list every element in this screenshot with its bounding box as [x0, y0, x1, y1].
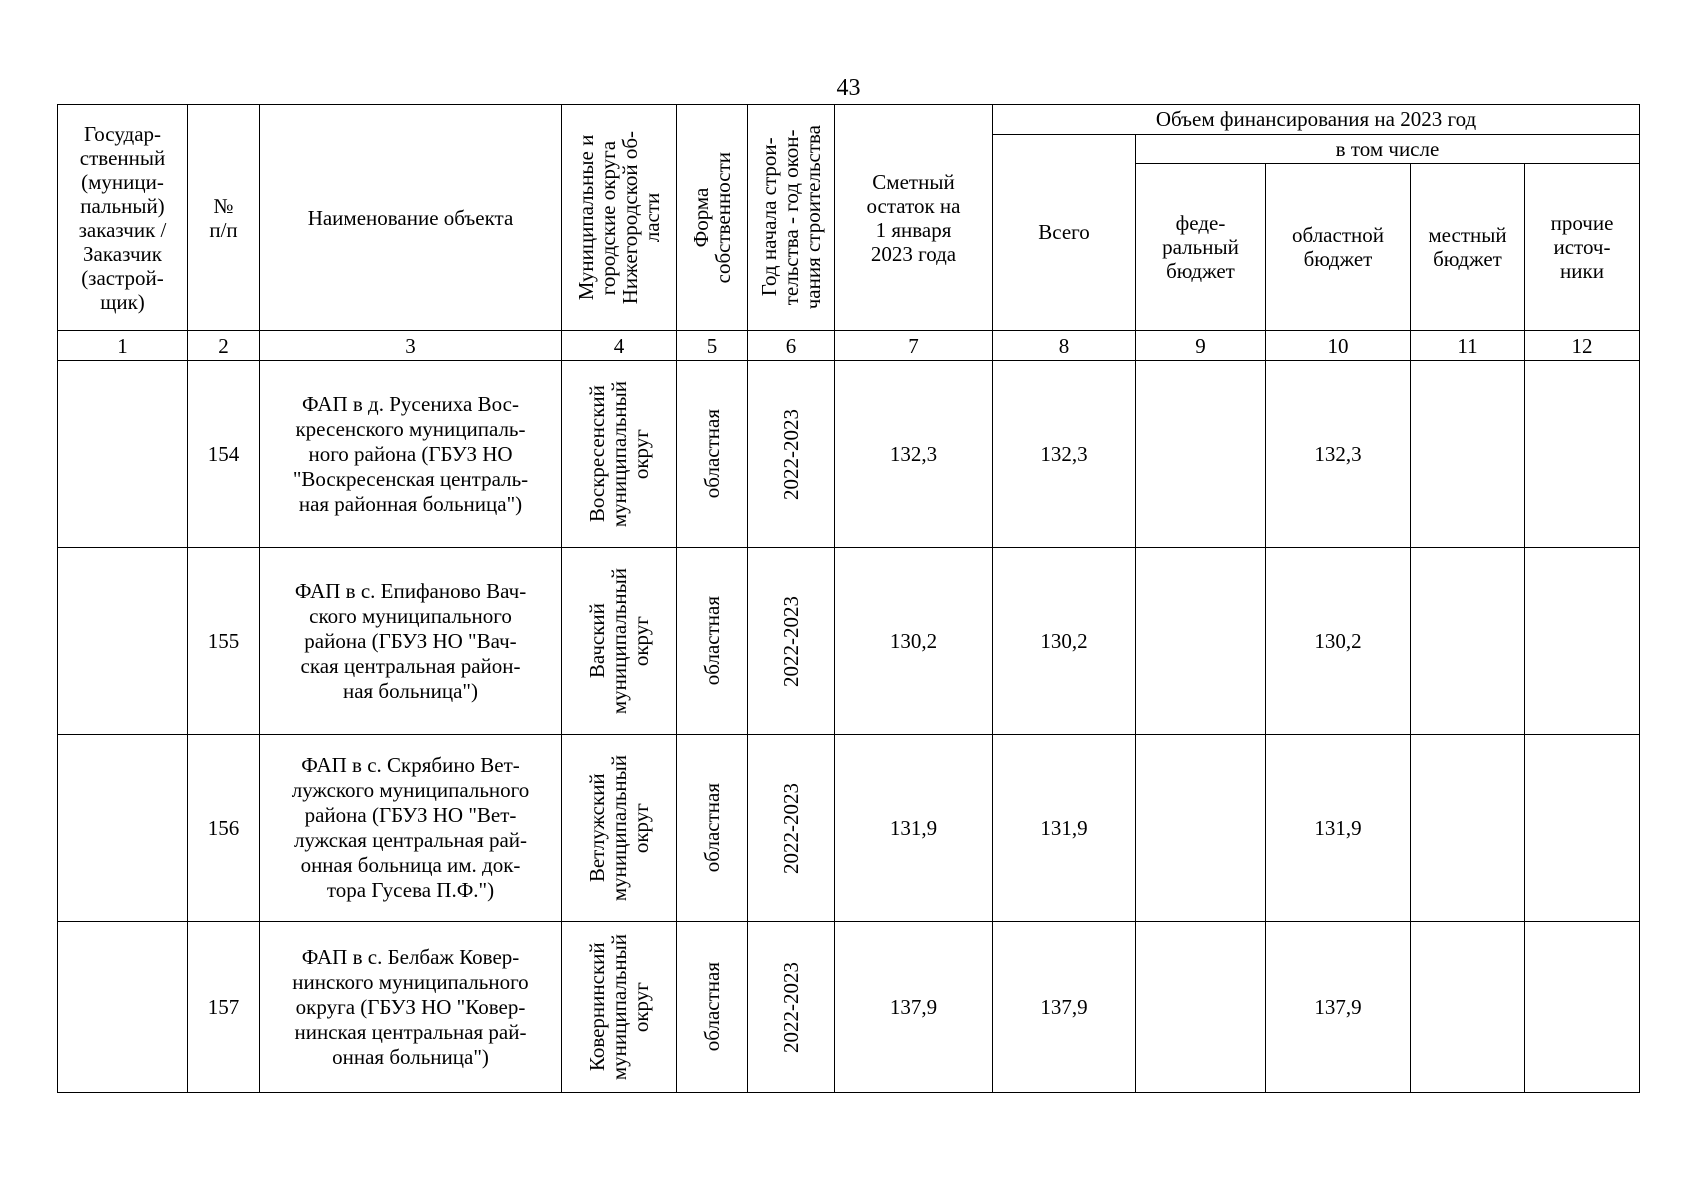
header-municipal: Муниципальные и городские округа Нижегородской об- ласти	[562, 105, 677, 331]
row-object-name: ФАП в с. Белбаж Ковер- нинского муниципального округа (ГБУЗ НО "Ковер- нинская центральная рай- онная больница")	[260, 922, 562, 1093]
header-regional: областной бюджет	[1266, 164, 1411, 331]
row-local	[1411, 548, 1525, 735]
row-municipal: Воскресенский муниципальный округ	[562, 361, 677, 548]
header-including: в том числе	[1136, 135, 1640, 164]
row-regional: 130,2	[1266, 548, 1411, 735]
column-number: 9	[1136, 331, 1266, 361]
column-number: 10	[1266, 331, 1411, 361]
row-municipal: Ковернинский муниципальный округ	[562, 922, 677, 1093]
row-other	[1525, 922, 1640, 1093]
header-total: Всего	[993, 135, 1136, 331]
header-estimated-balance: Сметный остаток на 1 января 2023 года	[835, 105, 993, 331]
row-number: 155	[188, 548, 260, 735]
column-number: 1	[58, 331, 188, 361]
row-ownership: областная	[677, 548, 748, 735]
row-object-name: ФАП в с. Скрябино Вет- лужского муниципального района (ГБУЗ НО "Вет- лужская центральная рай- онная больница им. док- тора Гусева П.Ф.")	[260, 735, 562, 922]
column-number: 11	[1411, 331, 1525, 361]
row-customer	[58, 735, 188, 922]
row-customer	[58, 548, 188, 735]
row-customer	[58, 922, 188, 1093]
row-balance: 131,9	[835, 735, 993, 922]
row-total: 130,2	[993, 548, 1136, 735]
row-federal	[1136, 735, 1266, 922]
row-object-name: ФАП в д. Русениха Вос- кресенского муниципаль- ного района (ГБУЗ НО "Воскресенская централь- ная районная больница")	[260, 361, 562, 548]
row-total: 132,3	[993, 361, 1136, 548]
row-total: 131,9	[993, 735, 1136, 922]
column-number: 5	[677, 331, 748, 361]
row-regional: 137,9	[1266, 922, 1411, 1093]
column-number: 12	[1525, 331, 1640, 361]
financing-table	[57, 104, 1640, 1093]
header-other: прочие источ- ники	[1525, 164, 1640, 331]
row-federal	[1136, 548, 1266, 735]
row-years: 2022-2023	[748, 548, 835, 735]
row-years: 2022-2023	[748, 361, 835, 548]
row-ownership: областная	[677, 735, 748, 922]
row-balance: 137,9	[835, 922, 993, 1093]
row-years: 2022-2023	[748, 922, 835, 1093]
column-number: 2	[188, 331, 260, 361]
header-financing: Объем финансирования на 2023 год	[993, 105, 1640, 135]
column-number: 7	[835, 331, 993, 361]
row-balance: 132,3	[835, 361, 993, 548]
row-regional: 132,3	[1266, 361, 1411, 548]
row-balance: 130,2	[835, 548, 993, 735]
column-number: 4	[562, 331, 677, 361]
row-number: 154	[188, 361, 260, 548]
table-row	[58, 922, 1640, 1093]
row-ownership: областная	[677, 922, 748, 1093]
row-total: 137,9	[993, 922, 1136, 1093]
row-local	[1411, 922, 1525, 1093]
column-number: 8	[993, 331, 1136, 361]
row-object-name: ФАП в с. Епифаново Вач- ского муниципального района (ГБУЗ НО "Вач- ская центральная район- ная больница")	[260, 548, 562, 735]
row-customer	[58, 361, 188, 548]
row-years: 2022-2023	[748, 735, 835, 922]
header-local: местный бюджет	[1411, 164, 1525, 331]
column-number: 3	[260, 331, 562, 361]
row-number: 157	[188, 922, 260, 1093]
row-federal	[1136, 361, 1266, 548]
row-federal	[1136, 922, 1266, 1093]
row-other	[1525, 735, 1640, 922]
row-municipal: Вачский муниципальный округ	[562, 548, 677, 735]
header-years: Год начала строи- тельства - год окон- чания строительства	[748, 105, 835, 331]
column-numbers-row	[58, 331, 1640, 361]
row-other	[1525, 548, 1640, 735]
row-ownership: областная	[677, 361, 748, 548]
table-row	[58, 361, 1640, 548]
table-row	[58, 548, 1640, 735]
row-number: 156	[188, 735, 260, 922]
header-number: № п/п	[188, 105, 260, 331]
table-row	[58, 735, 1640, 922]
header-customer: Государ- ственный (муници- пальный) заказчик / Заказчик (застрой- щик)	[58, 105, 188, 331]
page-number: 43	[836, 75, 861, 101]
row-regional: 131,9	[1266, 735, 1411, 922]
header-ownership: Форма собственности	[677, 105, 748, 331]
column-number: 6	[748, 331, 835, 361]
row-other	[1525, 361, 1640, 548]
row-municipal: Ветлужский муниципальный округ	[562, 735, 677, 922]
row-local	[1411, 735, 1525, 922]
row-local	[1411, 361, 1525, 548]
header-federal: феде- ральный бюджет	[1136, 164, 1266, 331]
header-object-name: Наименование объекта	[260, 105, 562, 331]
